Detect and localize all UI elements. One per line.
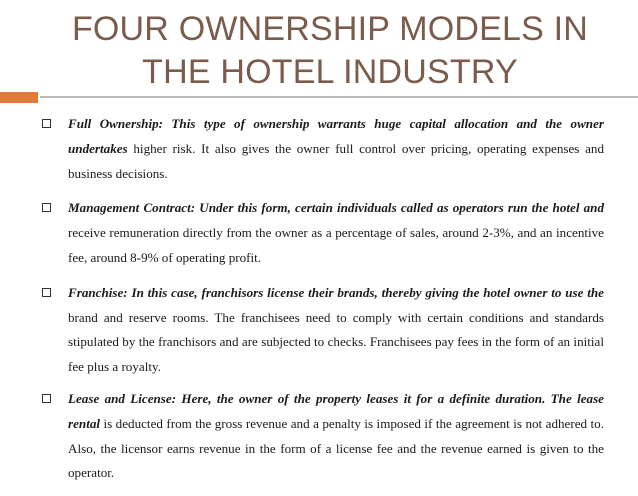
checkbox-square-icon — [42, 203, 51, 212]
slide-title — [40, 8, 620, 94]
slide-title-line-1: FOUR OWNERSHIP MODELS IN — [71, 10, 589, 48]
checkbox-square-icon — [42, 288, 51, 297]
bullet-management-contract — [40, 196, 604, 270]
bullet-body-text: higher risk. It also gives the owner full control over pricing, operating expenses and business decisions. — [68, 140, 604, 181]
bullet-franchise — [40, 281, 604, 380]
slide-title-line-2: THE HOTEL INDUSTRY — [142, 53, 518, 91]
bullet-lead-text: Lease and License: Here, the owner of the property leases it for a definite duration. The lease rental — [68, 390, 604, 431]
bullet-list — [40, 112, 604, 496]
title-accent-bar — [0, 92, 38, 103]
checkbox-square-icon — [42, 119, 51, 128]
bullet-lead-text: Franchise: In this case, franchisors license their brands, thereby giving the hotel owner to use the — [68, 284, 604, 300]
title-divider — [40, 96, 638, 98]
checkbox-square-icon — [42, 394, 51, 403]
bullet-body-text: brand and reserve rooms. The franchisees need to comply with certain conditions and standards stipulated by the franchisors and are subjected to checks. Franchisees pay fees in the form of an initial fee plus a royalty. — [68, 309, 604, 375]
bullet-lead-text: Management Contract: Under this form, certain individuals called as operators run the hotel and — [68, 200, 604, 216]
bullet-lead-text: Full Ownership: This type of ownership warrants huge capital allocation and the owner undertakes — [68, 116, 604, 156]
bullet-lease-and-license — [40, 387, 604, 486]
bullet-body-text: receive remuneration directly from the owner as a percentage of sales, around 2-3%, and an incentive fee, around 8-9% of operating profit. — [68, 225, 604, 265]
bullet-full-ownership — [40, 112, 604, 186]
bullet-body-text: is deducted from the gross revenue and a penalty is imposed if the agreement is not adhered to. Also, the licensor earns revenue in the form of a license fee and the revenue earned is given to the operator. — [68, 415, 604, 481]
